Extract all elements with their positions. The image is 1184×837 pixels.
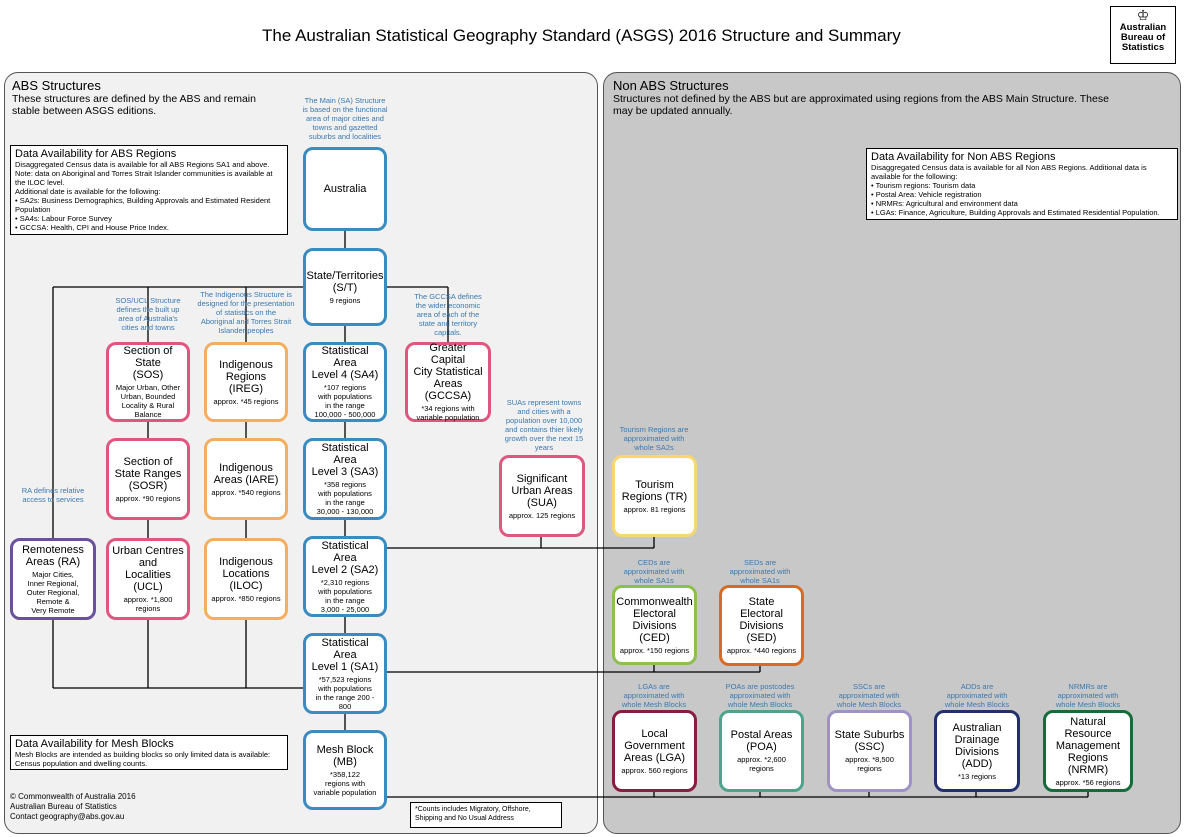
box-title: Mesh Block (MB): [316, 743, 374, 768]
box-iloc: [204, 538, 288, 620]
box-subtitle: approx. *8,500 regions: [845, 755, 894, 773]
box-poa: [719, 710, 804, 792]
box-title: Indigenous Areas (IARE): [213, 461, 279, 486]
box-title: Significant Urban Areas (SUA): [511, 472, 573, 509]
coat-of-arms-icon: ♔: [1136, 7, 1150, 23]
box-subtitle: approx. 560 regions: [621, 765, 688, 775]
box-title: Natural Resource Management Regions (NRMR): [1055, 715, 1121, 776]
box-title: Australia: [323, 183, 367, 195]
box-title: Remoteness Areas (RA): [22, 543, 84, 568]
box-state-territories: [303, 248, 387, 326]
box-subtitle: approx. *2,600 regions: [737, 755, 786, 773]
box-subtitle: *358 regions with populations in the range 30,000 - 130,000: [316, 480, 374, 516]
note-tourism: Tourism Regions are approximated with whole SA2s: [619, 425, 689, 452]
box-title: State Suburbs (SSC): [834, 729, 905, 753]
box-subtitle: approx. *90 regions: [115, 493, 181, 503]
box-subtitle: approx. *150 regions: [619, 645, 690, 655]
abs-availability-line: • GCCSA: Health, CPI and House Price Index.: [15, 223, 169, 232]
box-title: Statistical Area Level 1 (SA1): [311, 636, 379, 673]
box-tourism-regions: [612, 455, 697, 537]
box-subtitle: *358,122 regions with variable population: [313, 769, 377, 797]
non-abs-availability-line: • Postal Area: Vehicle registration: [871, 190, 982, 199]
box-ced: [612, 585, 697, 665]
box-lga: [612, 710, 697, 792]
box-ireg: [204, 342, 288, 422]
box-subtitle: *57,523 regions with populations in the range 200 - 800: [315, 674, 375, 711]
abs-availability-title: Data Availability for ABS Regions: [15, 148, 177, 160]
box-sed: [719, 585, 804, 666]
box-subtitle: approx. *45 regions: [213, 396, 279, 406]
logo-line-2: Bureau of: [1120, 32, 1166, 43]
footer-line: Australian Bureau of Statistics: [10, 802, 117, 811]
non-abs-data-availability-box: [866, 148, 1178, 220]
box-title: Statistical Area Level 2 (SA2): [311, 539, 379, 576]
box-title: State/Territories (S/T): [306, 269, 384, 294]
note-gccsa: The GCCSA defines the wider economic area of each of the state and territory capitals.: [414, 292, 482, 337]
box-ssc: [827, 710, 912, 792]
box-gccsa: [405, 342, 491, 422]
copyright-footer: [10, 792, 136, 822]
non-abs-panel-description: Structures not defined by the ABS but are approximated using regions from the ABS Main Structure. These may be updated annually.: [613, 93, 1109, 117]
box-sos: [106, 342, 190, 422]
mesh-availability-title: Data Availability for Mesh Blocks: [15, 738, 174, 750]
box-sa1: [303, 633, 387, 714]
box-title: Greater Capital City Statistical Areas (GCCSA): [413, 342, 483, 402]
note-lga: LGAs are approximated with whole Mesh Blocks: [621, 682, 687, 709]
box-sa2: [303, 536, 387, 617]
note-ssc: SSCs are approximated with whole Mesh Blocks: [836, 682, 902, 709]
note-main-structure: The Main (SA) Structure is based on the functional area of major cities and towns and gazetted suburbs and localities: [302, 96, 388, 141]
note-ra: RA defines relative access to services: [21, 486, 85, 504]
logo-line-1: Australian: [1119, 22, 1167, 33]
box-australia: [303, 147, 387, 231]
box-subtitle: approx. *56 regions: [1055, 777, 1121, 787]
non-abs-availability-line: • NRMRs: Agricultural and environment data: [871, 199, 1018, 208]
box-subtitle: *107 regions with populations in the range 100,000 - 500,000: [314, 383, 376, 419]
box-title: Commonwealth Electoral Divisions (CED): [616, 595, 693, 644]
box-subtitle: Major Cities, Inner Regional, Outer Regional, Remote & Very Remote: [26, 569, 80, 615]
note-sed: SEDs are approximated with whole SA1s: [729, 558, 791, 585]
abs-availability-line: Additional date is available for the following:: [15, 187, 161, 196]
abs-data-availability-box: [10, 145, 288, 235]
non-abs-availability-line: Disaggregated Census data is available for all Non ABS Regions. Additional data is available for the following:: [871, 163, 1147, 181]
box-title: Section of State Ranges (SOSR): [114, 455, 182, 492]
abs-logo: [1110, 6, 1176, 64]
box-iare: [204, 438, 288, 520]
box-title: Section of State (SOS): [123, 345, 173, 381]
abs-availability-line: • SA4s: Labour Force Survey: [15, 214, 112, 223]
box-subtitle: *2,310 regions with populations in the range 3,000 - 25,000: [318, 577, 372, 614]
box-subtitle: approx. *440 regions: [726, 646, 797, 655]
box-subtitle: approx. *1,800 regions: [123, 595, 173, 613]
box-sua: [499, 455, 585, 537]
note-nrmr: NRMRs are approximated with whole Mesh Blocks: [1055, 682, 1121, 709]
box-subtitle: approx. 81 regions: [623, 504, 686, 514]
non-abs-availability-title: Data Availability for Non ABS Regions: [871, 151, 1056, 163]
note-poa: POAs are postcodes approximated with whole Mesh Blocks: [725, 682, 795, 709]
box-title: State Electoral Divisions (SED): [739, 596, 784, 644]
box-title: Indigenous Locations (ILOC): [219, 555, 273, 592]
non-abs-panel-title: Non ABS Structures: [613, 78, 729, 93]
abs-panel-title: ABS Structures: [12, 78, 101, 93]
box-subtitle: Major Urban, Other Urban, Bounded Locality & Rural Balance: [115, 383, 181, 419]
box-sa3: [303, 438, 387, 520]
note-add: ADDs are approximated with whole Mesh Blocks: [944, 682, 1010, 709]
box-title: Urban Centres and Localities (UCL): [112, 545, 184, 593]
box-subtitle: approx. 125 regions: [508, 510, 576, 520]
box-ra: [10, 538, 96, 620]
note-indigenous-structure: The Indigenous Structure is designed for the presentation of statistics on the Aboriginal and Torres Strait Islander peoples: [197, 290, 295, 335]
box-subtitle: *34 regions with variable population: [416, 404, 480, 422]
box-mesh-block: [303, 730, 387, 810]
counts-footnote: *Counts includes Migratory, Offshore, Shipping and No Usual Address: [410, 802, 562, 828]
box-subtitle: *13 regions: [958, 771, 996, 781]
footer-line: © Commonwealth of Australia 2016: [10, 792, 136, 801]
box-ucl: [106, 538, 190, 620]
non-abs-availability-line: • LGAs: Finance, Agriculture, Building Approvals and Estimated Residential Population.: [871, 208, 1160, 217]
box-sa4: [303, 342, 387, 422]
box-subtitle: approx. *540 regions: [211, 487, 281, 497]
mesh-availability-line: Mesh Blocks are intended as building blocks so only limited data is available:: [15, 750, 271, 759]
box-subtitle: approx. *850 regions: [211, 593, 281, 603]
abs-availability-line: Disaggregated Census data is available for all ABS Regions SA1 and above.: [15, 160, 270, 169]
contact-email-link[interactable]: Contact geography@abs.gov.au: [10, 812, 125, 821]
box-title: Statistical Area Level 4 (SA4): [311, 345, 379, 381]
box-title: Indigenous Regions (IREG): [219, 358, 273, 395]
abs-availability-line: • SA2s: Business Demographics, Building Approvals and Estimated Resident Population: [15, 196, 271, 214]
box-add: [934, 710, 1020, 792]
note-sos-structure: SOS/UCL Structure defines the built up area of Australia's cities and towns: [115, 296, 181, 332]
box-title: Postal Areas (POA): [730, 729, 793, 753]
box-subtitle: 9 regions: [329, 295, 361, 305]
box-nrmr: [1043, 710, 1133, 792]
box-title: Tourism Regions (TR): [621, 478, 688, 503]
box-title: Local Government Areas (LGA): [623, 727, 686, 764]
page-title: The Australian Statistical Geography Standard (ASGS) 2016 Structure and Summary: [262, 26, 901, 45]
mesh-block-availability-box: [10, 735, 288, 770]
box-title: Australian Drainage Divisions (ADD): [952, 721, 1002, 770]
box-sosr: [106, 438, 190, 520]
logo-line-3: Statistics: [1121, 42, 1165, 53]
box-title: Statistical Area Level 3 (SA3): [311, 442, 379, 478]
abs-availability-line: Note: data on Aboriginal and Torres Strait Islander communities is available at the ILOC level.: [15, 169, 273, 187]
note-sua: SUAs represent towns and cities with a population over 10,000 and contains thier likely growth over the next 15 years: [504, 398, 584, 452]
note-ced: CEDs are approximated with whole SA1s: [623, 558, 685, 585]
abs-panel-description: These structures are defined by the ABS and remain stable between ASGS editions.: [12, 93, 256, 117]
mesh-availability-line: Census population and dwelling counts.: [15, 759, 148, 768]
non-abs-availability-line: • Tourism regions: Tourism data: [871, 181, 976, 190]
